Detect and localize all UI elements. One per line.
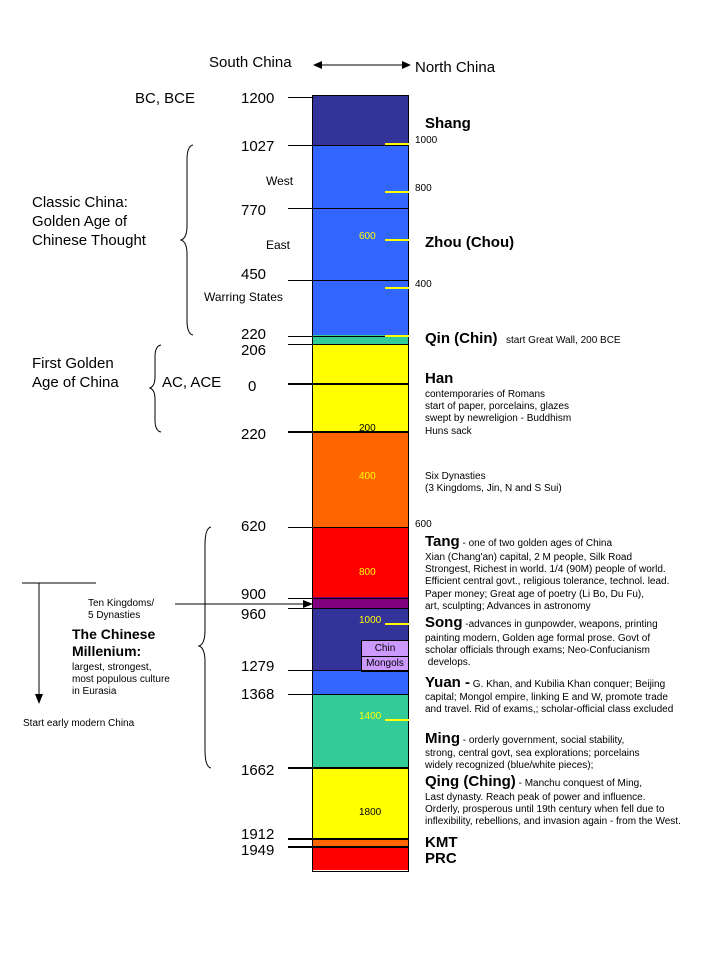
tick-1000bc xyxy=(385,143,409,145)
tang-desc-line-3: Efficient central govt., religious tolerance, technol. lead. xyxy=(425,576,670,588)
line-620 xyxy=(288,527,408,528)
dynasty-han: Han xyxy=(425,370,454,387)
year-960: 960 xyxy=(241,606,267,623)
line-770 xyxy=(288,208,408,209)
ruler-label-600: 600 xyxy=(415,519,432,530)
millenium-desc-line-1: largest, strongest, xyxy=(72,662,152,673)
line-1912 xyxy=(288,838,408,840)
millenium-desc-line-2: most populous culture xyxy=(72,674,170,685)
millenium-desc-line-3: in Eurasia xyxy=(72,686,117,697)
millenium-title-line-2: Millenium: xyxy=(72,643,142,659)
first-golden-line-2: Age of China xyxy=(32,374,119,391)
warring-states-label: Warring States xyxy=(204,290,283,304)
ruler-label-1000: 1000 xyxy=(359,615,382,626)
year-206: 206 xyxy=(241,342,267,359)
tang-desc-line-2: Strongest, Richest in world. 1/4 (90M) people of world. xyxy=(425,564,666,576)
song-desc-line-2: scholar officials through exams; Neo-Confucianism xyxy=(425,645,650,657)
ruler-label-1000bc: 1000 xyxy=(415,135,438,146)
tick-600bc xyxy=(385,239,409,241)
dynasty-qing-row xyxy=(425,773,642,791)
classic-china-line-3: Chinese Thought xyxy=(32,232,146,249)
dynasty-zhou: Zhou (Chou) xyxy=(425,234,515,251)
year-0: 0 xyxy=(248,378,257,395)
classic-china-line-1: Classic China: xyxy=(32,194,128,211)
ming-description xyxy=(425,748,640,772)
millenium-title xyxy=(72,626,155,660)
ten-kingdoms-line-1: Ten Kingdoms/ xyxy=(88,598,155,609)
qing-desc-line-3: inflexibility, rebellions, and invasion again - from the West. xyxy=(425,816,681,828)
tick-200bc xyxy=(385,335,409,337)
dynasty-song: Song xyxy=(425,614,463,631)
dynasty-qin-row xyxy=(425,330,621,348)
dynasty-ming-note: - orderly government, social stability, xyxy=(460,735,625,746)
tick-400bc xyxy=(385,287,409,289)
bc-era-label: BC, BCE xyxy=(135,90,196,107)
mongols-label: Mongols xyxy=(366,658,404,669)
year-1949: 1949 xyxy=(241,842,275,859)
year-620: 620 xyxy=(241,518,267,535)
classic-china-label xyxy=(32,193,146,250)
dynasty-qin-note: start Great Wall, 200 BCE xyxy=(505,335,621,346)
dynasty-song-row xyxy=(425,614,658,632)
ac-era-label: AC, ACE xyxy=(162,374,222,391)
early-modern-label: Start early modern China xyxy=(23,718,135,729)
dynasty-qin: Qin (Chin) xyxy=(425,330,498,347)
line-1027 xyxy=(288,145,408,146)
ten-kingdoms-label xyxy=(88,598,154,622)
year-1912: 1912 xyxy=(241,826,275,843)
year-1200: 1200 xyxy=(241,90,275,107)
song-description xyxy=(425,633,650,670)
dynasty-tang-row xyxy=(425,533,612,551)
tick-1400 xyxy=(385,719,409,721)
tang-desc-line-5: art, sculpting; Advances in astronomy xyxy=(425,600,591,612)
qing-desc-line-1: Last dynasty. Reach peak of power and influence. xyxy=(425,792,646,803)
qing-description xyxy=(425,792,681,829)
ming-desc-line-2: widely recognized (blue/white pieces); xyxy=(425,760,594,772)
song-desc-line-1: painting modern, Golden age formal prose. Govt of xyxy=(425,633,651,644)
bar-outline xyxy=(312,95,409,872)
year-1279: 1279 xyxy=(241,658,275,675)
east-zhou-label: East xyxy=(266,238,291,252)
line-450 xyxy=(288,280,408,281)
yuan-desc-line-2: and travel. Rid of exams,; scholar-official class excluded xyxy=(425,704,674,716)
ruler-label-400: 400 xyxy=(359,471,376,482)
south-china-label: South China xyxy=(209,54,292,71)
millenium-description xyxy=(72,662,170,698)
line-1368 xyxy=(288,694,408,695)
han-description xyxy=(425,389,571,438)
tick-1000 xyxy=(385,623,409,625)
line-960 xyxy=(288,608,408,609)
line-220 xyxy=(288,431,408,433)
ming-desc-line-1: strong, central govt, sea explorations; porcelains xyxy=(425,748,640,759)
six-dynasties-block xyxy=(425,471,562,495)
dynasty-ming: Ming xyxy=(425,730,460,747)
ruler-label-200: 200 xyxy=(359,423,376,434)
millenium-title-line-1: The Chinese xyxy=(72,626,156,642)
year-1027: 1027 xyxy=(241,138,275,155)
year-1662: 1662 xyxy=(241,762,275,779)
yuan-description xyxy=(425,692,673,716)
han-desc-line-2: start of paper, porcelains, glazes xyxy=(425,401,569,413)
ruler-label-400bc: 400 xyxy=(415,279,432,290)
classic-china-brace xyxy=(181,145,193,335)
dynasty-six: Six Dynasties xyxy=(425,471,486,482)
line-1949 xyxy=(288,846,408,848)
dynasty-yuan-note: G. Khan, and Kubilia Khan conquer; Beijing xyxy=(470,679,666,690)
dynasty-tang-note: - one of two golden ages of China xyxy=(459,538,613,549)
classic-china-line-2: Golden Age of xyxy=(32,213,128,230)
dynasty-yuan: Yuan - xyxy=(425,674,471,691)
tang-desc-line-4: Paper money; Great age of poetry (Li Bo, Du Fu), xyxy=(425,588,644,600)
millenium-brace xyxy=(199,527,211,768)
ruler-label-1800: 1800 xyxy=(359,807,382,818)
line-1279 xyxy=(288,670,408,671)
tang-desc-line-1: Xian (Chang'an) capital, 2 M people, Silk Road xyxy=(425,552,633,563)
dynasty-qing-note: - Manchu conquest of Ming, xyxy=(515,778,642,789)
north-china-label: North China xyxy=(415,59,496,76)
line-1200 xyxy=(288,97,314,98)
han-desc-line-4: Huns sack xyxy=(425,425,472,437)
tang-description xyxy=(425,552,669,613)
ruler-label-1400: 1400 xyxy=(359,711,382,722)
year-220bc: 220 xyxy=(241,326,267,343)
south-north-arrow xyxy=(313,61,411,69)
line-1662 xyxy=(288,767,408,769)
year-220: 220 xyxy=(241,426,267,443)
dynasty-shang: Shang xyxy=(425,115,471,132)
line-206 xyxy=(288,344,408,345)
dynasty-kmt: KMT xyxy=(425,834,458,851)
west-zhou-label: West xyxy=(266,174,294,188)
han-desc-line-1: contemporaries of Romans xyxy=(425,389,546,400)
year-1368: 1368 xyxy=(241,686,275,703)
line-0 xyxy=(288,383,408,385)
line-900 xyxy=(288,598,408,599)
yuan-desc-line-1: capital; Mongol empire, linking E and W, promote trade xyxy=(425,692,668,703)
first-golden-label xyxy=(32,354,119,392)
first-golden-line-1: First Golden xyxy=(32,355,114,372)
dynasty-prc: PRC xyxy=(425,850,457,867)
dynasty-tang: Tang xyxy=(425,533,460,550)
six-dynasties-desc: (3 Kingdoms, Jin, N and S Sui) xyxy=(425,483,562,495)
first-golden-brace xyxy=(150,345,161,432)
ten-kingdoms-line-2: 5 Dynasties xyxy=(88,610,141,621)
han-desc-line-3: swept by newreligion - Buddhism xyxy=(425,413,572,425)
dynasty-qing: Qing (Ching) xyxy=(425,773,516,790)
year-770: 770 xyxy=(241,202,267,219)
year-900: 900 xyxy=(241,586,267,603)
qing-desc-line-2: Orderly, prosperous until 19th century when fell due to xyxy=(425,804,665,816)
ruler-label-600bc: 600 xyxy=(359,231,376,242)
dynasty-ming-row xyxy=(425,730,624,748)
song-desc-line-3: develops. xyxy=(425,657,471,669)
ruler-label-800: 800 xyxy=(359,567,376,578)
ruler-label-800bc: 800 xyxy=(415,183,432,194)
year-450: 450 xyxy=(241,266,267,283)
tick-800bc xyxy=(385,191,409,193)
chin-label: Chin xyxy=(374,643,396,654)
dynasty-yuan-row xyxy=(425,674,665,692)
dynasty-song-note: -advances in gunpowder, weapons, printing xyxy=(462,619,658,630)
